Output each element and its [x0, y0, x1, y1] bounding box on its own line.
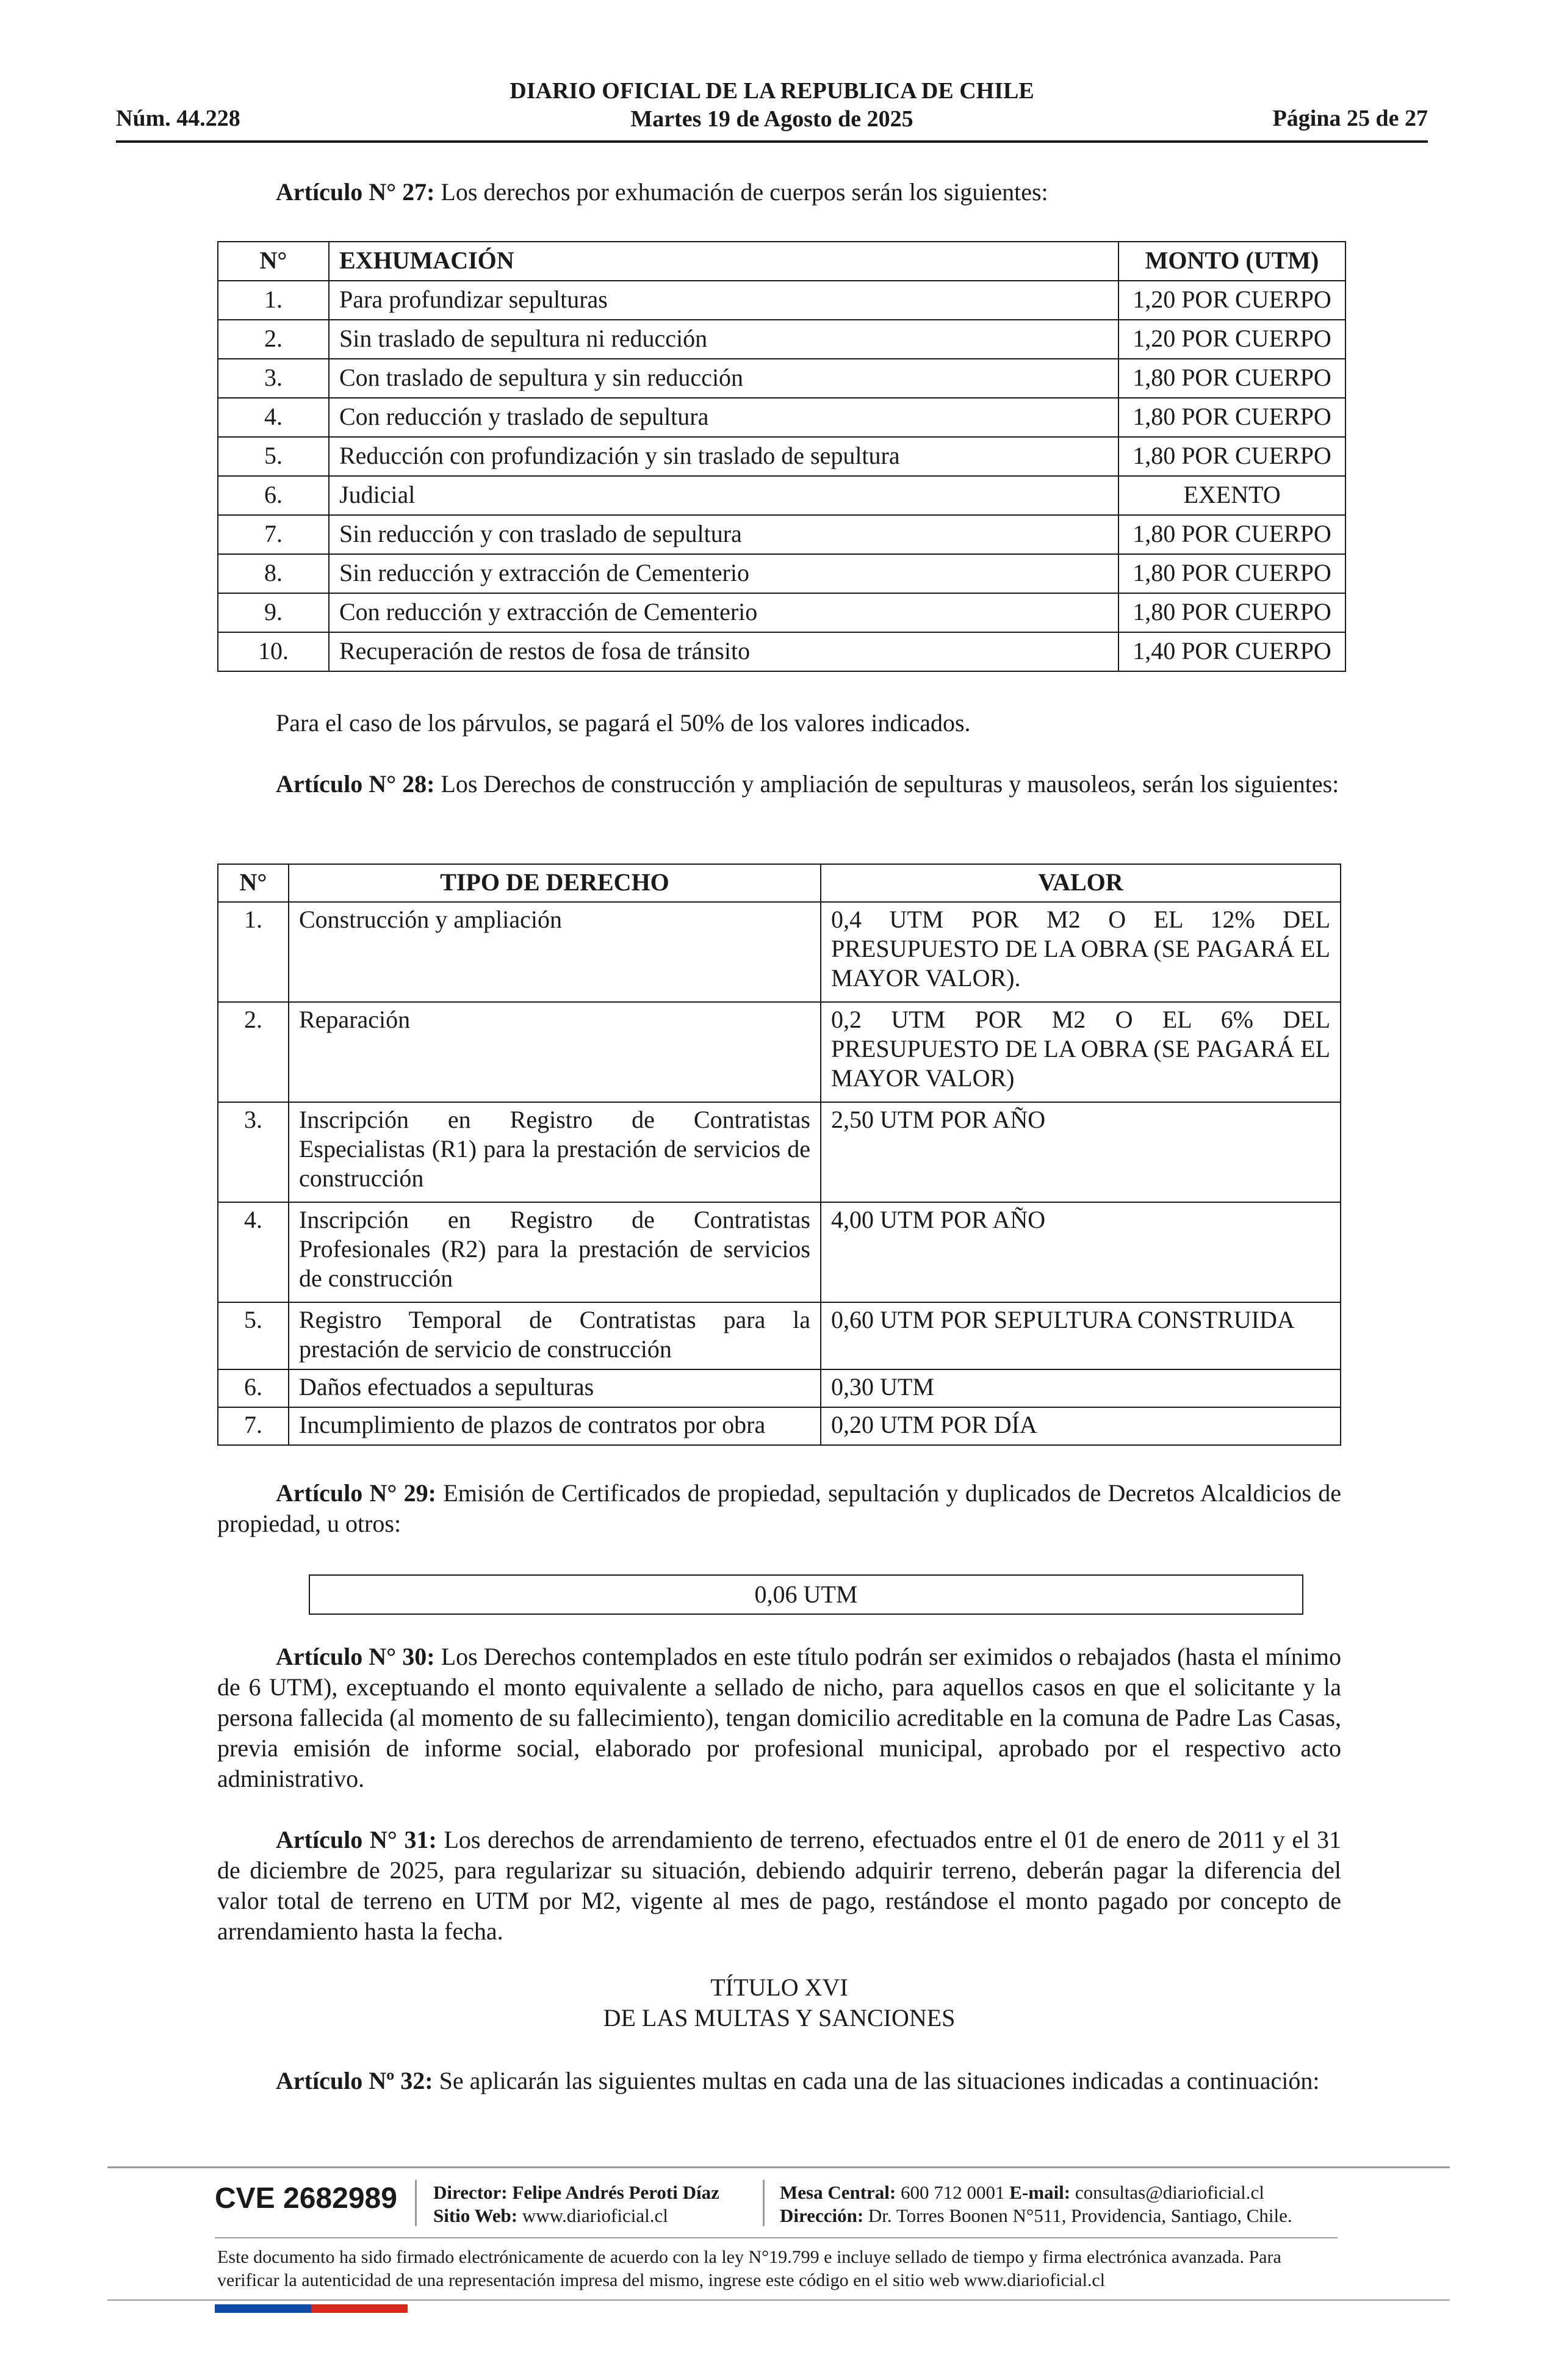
row-amount: 1,20 POR CUERPO	[1118, 281, 1345, 320]
table-row	[218, 1202, 1341, 1302]
col-header-right-type: TIPO DE DERECHO	[289, 864, 821, 902]
mesa-central-label: Mesa Central:	[780, 2182, 896, 2203]
row-description: Reducción con profundización y sin traslado de sepultura	[329, 437, 1118, 476]
row-number: 2.	[218, 1002, 289, 1102]
row-description: Recuperación de restos de fosa de tránsito	[329, 632, 1118, 671]
address-label: Dirección:	[780, 2205, 864, 2226]
row-value: 0,4 UTM POR M2 O EL 12% DEL PRESUPUESTO DE LA OBRA (SE PAGARÁ EL MAYOR VALOR).	[821, 902, 1341, 1002]
article-29	[217, 1478, 1341, 1539]
row-amount: EXENTO	[1118, 476, 1345, 515]
issue-number: Núm. 44.228	[116, 106, 240, 131]
row-number: 6.	[218, 476, 329, 515]
footer-bottom-rule	[107, 2299, 1450, 2301]
row-number: 6.	[218, 1369, 289, 1407]
table-row	[218, 1369, 1341, 1407]
row-number: 8.	[218, 554, 329, 593]
row-number: 1.	[218, 281, 329, 320]
article-27-label: Artículo N° 27:	[276, 178, 435, 206]
email-label: E-mail:	[1009, 2182, 1071, 2203]
parvulos-note: Para el caso de los párvulos, se pagará el 50% de los valores indicados.	[276, 709, 971, 737]
row-description: Con reducción y traslado de sepultura	[329, 398, 1118, 437]
publication-date: Martes 19 de Agosto de 2025	[630, 106, 913, 132]
row-number: 4.	[218, 1202, 289, 1302]
article-31-text: Los derechos de arrendamiento de terreno, efectuados entre el 01 de enero de 2011 y el 31 de diciembre de 2025, para regularizar su situación, debiendo adquirir terreno, deberán pagar la diferencia del valor total de terreno en UTM por M2, vigente al mes de pago, restándose el monto pagado por concepto de arrendamiento hasta la fecha.	[217, 1826, 1341, 1945]
table-row	[218, 437, 1345, 476]
title-xvi-number: TÍTULO XVI	[710, 1974, 848, 2001]
table-row	[218, 398, 1345, 437]
col-header-exhumation: EXHUMACIÓN	[329, 242, 1118, 281]
row-number: 7.	[218, 1407, 289, 1445]
row-value: 0,2 UTM POR M2 O EL 6% DEL PRESUPUESTO DE LA OBRA (SE PAGARÁ EL MAYOR VALOR)	[821, 1002, 1341, 1102]
mesa-central-phone: 600 712 0001	[896, 2182, 1010, 2203]
table-row	[218, 1002, 1341, 1102]
table-row	[218, 1102, 1341, 1202]
article-28	[217, 769, 1341, 799]
row-number: 3.	[218, 359, 329, 398]
footer-director-column	[433, 2181, 719, 2227]
article-28-label: Artículo N° 28:	[276, 770, 435, 798]
row-description: Sin traslado de sepultura ni reducción	[329, 320, 1118, 359]
table-header-row	[218, 242, 1345, 281]
email-link[interactable]: consultas@diarioficial.cl	[1070, 2182, 1264, 2203]
table-row	[218, 632, 1345, 671]
row-right-type: Daños efectuados a sepulturas	[289, 1369, 821, 1407]
article-31	[217, 1825, 1341, 1947]
row-value: 2,50 UTM POR AÑO	[821, 1102, 1341, 1202]
row-number: 10.	[218, 632, 329, 671]
row-description: Para profundizar sepulturas	[329, 281, 1118, 320]
construction-rights-table	[217, 864, 1341, 1446]
row-right-type: Reparación	[289, 1002, 821, 1102]
footer-separator	[763, 2180, 765, 2226]
row-number: 7.	[218, 515, 329, 554]
row-amount: 1,80 POR CUERPO	[1118, 437, 1345, 476]
header-center	[116, 77, 1428, 133]
article-32-text: Se aplicarán las siguientes multas en cada una de las situaciones indicadas a continuación:	[433, 2067, 1320, 2094]
flag-stripe-red	[311, 2304, 408, 2313]
row-amount: 1,20 POR CUERPO	[1118, 320, 1345, 359]
row-value: 0,30 UTM	[821, 1369, 1341, 1407]
footer-top-rule	[107, 2166, 1450, 2168]
article-27	[217, 177, 1341, 207]
col-header-number: N°	[218, 864, 289, 902]
table-header-row	[218, 864, 1341, 902]
electronic-signature-notice: Este documento ha sido firmado electrónicamente de acuerdo con la ley N°19.799 e incluye sellado de tiempo y firma electrónica avanzada. Para verificar la autenticidad de una representación impresa del mismo, ingrese este código en el sitio web www.diarioficial.cl	[217, 2247, 1281, 2290]
article-29-value-box: 0,06 UTM	[309, 1574, 1303, 1615]
row-number: 3.	[218, 1102, 289, 1202]
row-number: 9.	[218, 593, 329, 632]
row-right-type: Inscripción en Registro de Contratistas Profesionales (R2) para la prestación de servicios de construcción	[289, 1202, 821, 1302]
col-header-amount: MONTO (UTM)	[1118, 242, 1345, 281]
article-29-label: Artículo N° 29:	[276, 1479, 436, 1507]
cve-code: CVE 2682989	[215, 2182, 397, 2215]
row-number: 1.	[218, 902, 289, 1002]
row-value: 0,60 UTM POR SEPULTURA CONSTRUIDA	[821, 1302, 1341, 1369]
footer-separator	[415, 2180, 417, 2226]
row-description: Judicial	[329, 476, 1118, 515]
table-row	[218, 359, 1345, 398]
footer-mid-rule	[215, 2237, 1338, 2238]
row-right-type: Incumplimiento de plazos de contratos por obra	[289, 1407, 821, 1445]
row-description: Sin reducción y extracción de Cementerio	[329, 554, 1118, 593]
row-amount: 1,40 POR CUERPO	[1118, 632, 1345, 671]
table-row	[218, 554, 1345, 593]
row-amount: 1,80 POR CUERPO	[1118, 359, 1345, 398]
row-amount: 1,80 POR CUERPO	[1118, 398, 1345, 437]
website-label: Sitio Web:	[433, 2205, 518, 2226]
row-amount: 1,80 POR CUERPO	[1118, 554, 1345, 593]
row-number: 4.	[218, 398, 329, 437]
row-number: 2.	[218, 320, 329, 359]
article-30-text: Los Derechos contemplados en este título podrán ser eximidos o rebajados (hasta el mínimo de 6 UTM), exceptuando el monto equivalente a sellado de nicho, para aquellos casos en que el solicitante y la persona fallecida (al momento de su fallecimiento), tengan domicilio acreditable en la comuna de Padre Las Casas, previa emisión de informe social, elaborado por profesional municipal, aprobado por el respectivo acto administrativo.	[217, 1643, 1342, 1792]
row-description: Con traslado de sepultura y sin reducción	[329, 359, 1118, 398]
publication-title: DIARIO OFICIAL DE LA REPUBLICA DE CHILE	[510, 78, 1034, 104]
row-value: 4,00 UTM POR AÑO	[821, 1202, 1341, 1302]
col-header-number: N°	[218, 242, 329, 281]
article-30	[217, 1642, 1341, 1794]
table-row	[218, 515, 1345, 554]
page-number: Página 25 de 27	[1272, 106, 1428, 131]
website-link[interactable]: www.diarioficial.cl	[517, 2205, 668, 2226]
table-row	[218, 902, 1341, 1002]
exhumation-table	[217, 241, 1346, 672]
table-row	[218, 1407, 1341, 1445]
article-32-label: Artículo Nº 32:	[276, 2067, 433, 2094]
col-header-value: VALOR	[821, 864, 1341, 902]
table-row	[218, 593, 1345, 632]
director-name: Director: Felipe Andrés Peroti Díaz	[433, 2182, 719, 2203]
row-amount: 1,80 POR CUERPO	[1118, 515, 1345, 554]
article-28-text: Los Derechos de construcción y ampliación de sepulturas y mausoleos, serán los siguientes:	[434, 770, 1339, 798]
title-xvi	[217, 1972, 1341, 2033]
page-header	[116, 72, 1428, 143]
table-row	[218, 320, 1345, 359]
row-amount: 1,80 POR CUERPO	[1118, 593, 1345, 632]
row-description: Con reducción y extracción de Cementerio	[329, 593, 1118, 632]
article-30-label: Artículo N° 30:	[276, 1643, 435, 1670]
footer-contact-column	[780, 2181, 1292, 2227]
table-row	[218, 476, 1345, 515]
address-value: Dr. Torres Boonen N°511, Providencia, Santiago, Chile.	[863, 2205, 1292, 2226]
row-right-type: Construcción y ampliación	[289, 902, 821, 1002]
flag-stripe-blue	[215, 2304, 311, 2313]
article-31-label: Artículo N° 31:	[276, 1826, 437, 1853]
row-number: 5.	[218, 437, 329, 476]
row-description: Sin reducción y con traslado de sepultura	[329, 515, 1118, 554]
row-right-type: Inscripción en Registro de Contratistas Especialistas (R1) para la prestación de servicios de construcción	[289, 1102, 821, 1202]
article-32	[217, 2066, 1341, 2096]
row-number: 5.	[218, 1302, 289, 1369]
article-27-text: Los derechos por exhumación de cuerpos serán los siguientes:	[434, 178, 1048, 206]
article-29-text: Emisión de Certificados de propiedad, sepultación y duplicados de Decretos Alcaldicios de propiedad, u otros:	[217, 1479, 1341, 1537]
table-row	[218, 281, 1345, 320]
table-row	[218, 1302, 1341, 1369]
row-right-type: Registro Temporal de Contratistas para la prestación de servicio de construcción	[289, 1302, 821, 1369]
row-value: 0,20 UTM POR DÍA	[821, 1407, 1341, 1445]
title-xvi-name: DE LAS MULTAS Y SANCIONES	[603, 2004, 956, 2032]
